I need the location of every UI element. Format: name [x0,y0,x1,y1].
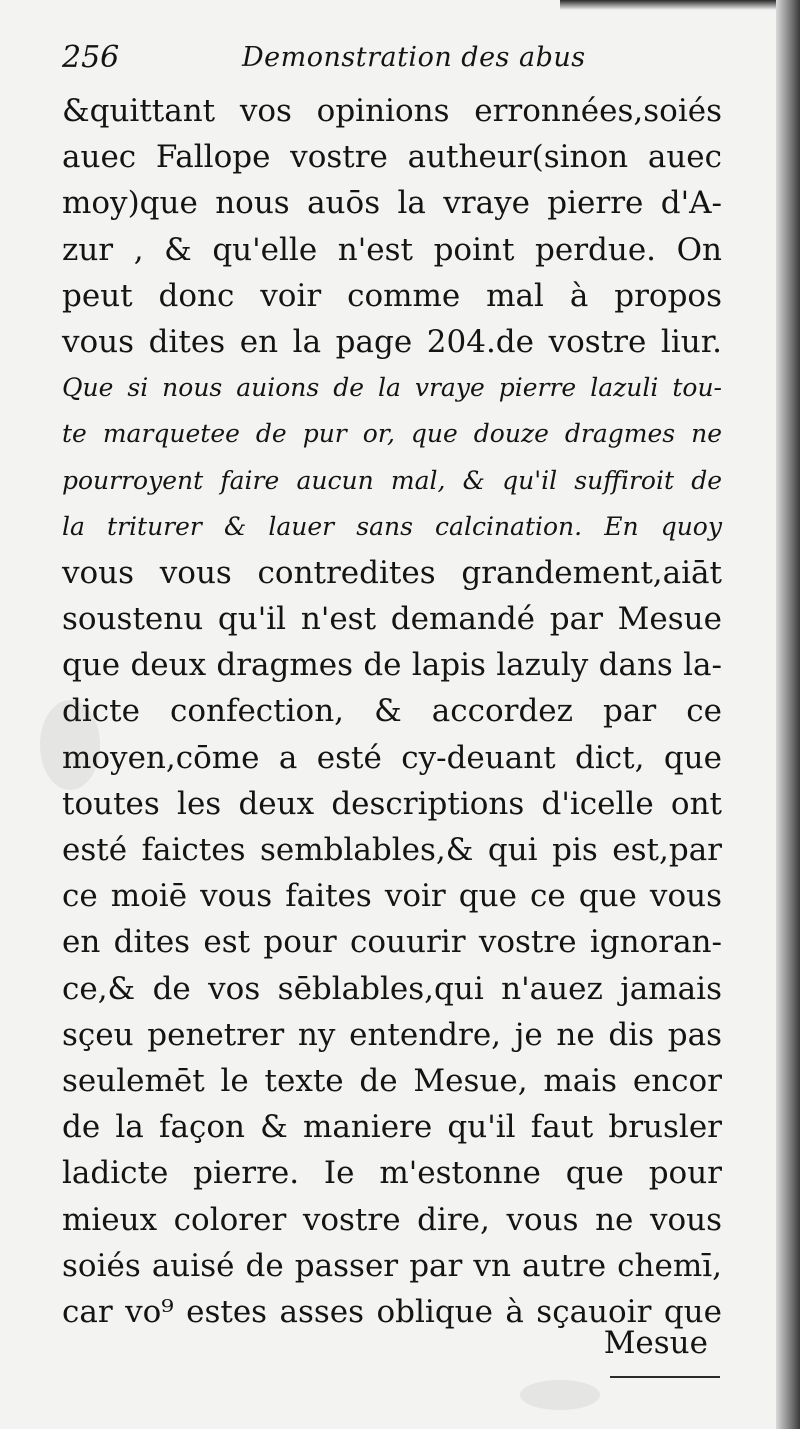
body-text [62,88,722,1335]
paper-stain [40,700,100,790]
text-line: peut donc voir comme mal à propos [62,277,722,314]
text-line: ce moiē vous faites voir que ce que vous [62,878,722,915]
text-line: soustenu qu'il n'est demandé par Mesue [62,601,722,638]
text-line: ladicte pierre. Ie m'estonne que pour [62,1155,722,1192]
text-line: ce,& de vos sēblables,qui n'auez jamais [62,970,722,1007]
catchword: Mesue [603,1325,708,1361]
page-header [62,40,722,84]
page-top-shadow [560,0,800,10]
catchword-rule [610,1376,720,1378]
text-line: soiés auisé de passer par vn autre chemī, [62,1247,722,1284]
text-line: car vo⁹ estes asses oblique à sçauoir que [62,1293,722,1330]
text-line: zur , & qu'elle n'est point perdue. On [62,231,722,268]
text-line: seulemēt le texte de Mesue, mais encor [62,1062,722,1099]
text-line: vous vous contredites grandement,aiāt [62,554,722,591]
text-line: vous dites en la page 204.de vostre liur. [62,323,722,360]
text-line: &quittant vos opinions erronnées,soiés [62,93,722,129]
text-line: toutes les deux descriptions d'icelle ont [62,785,722,822]
text-line: sçeu penetrer ny entendre, je ne dis pas [62,1016,722,1053]
text-line: en dites est pour couurir vostre ignoran- [62,924,722,961]
quoted-line: la triturer & lauer sans calcination. En quoy [62,511,722,541]
text-line: que deux dragmes de lapis lazuly dans la- [62,647,722,684]
quoted-line: te marquetee de pur or, que douze dragmes ne [62,419,722,449]
quoted-line: pourroyent faire aucun mal, & qu'il suffiroit de [62,465,722,495]
text-line: de la façon & maniere qu'il faut brusler [62,1109,722,1146]
text-line: dicte confection, & accordez par ce [62,693,722,730]
text-line: esté faictes semblables,& qui pis est,par [62,832,722,868]
text-line: mieux colorer vostre dire, vous ne vous [62,1201,722,1238]
text-line: moy)que nous auōs la vraye pierre d'A- [62,185,722,222]
running-title: Demonstration des abus [242,42,586,73]
paper-stain [520,1380,600,1410]
page-gutter-shadow [776,0,800,1429]
text-line: auec Fallope vostre autheur(sinon auec [62,139,722,176]
text-line: moyen,cōme a esté cy-deuant dict, que [62,739,722,776]
quoted-line: Que si nous auions de la vraye pierre lazuli tou- [62,373,722,403]
page-number: 256 [62,40,120,75]
